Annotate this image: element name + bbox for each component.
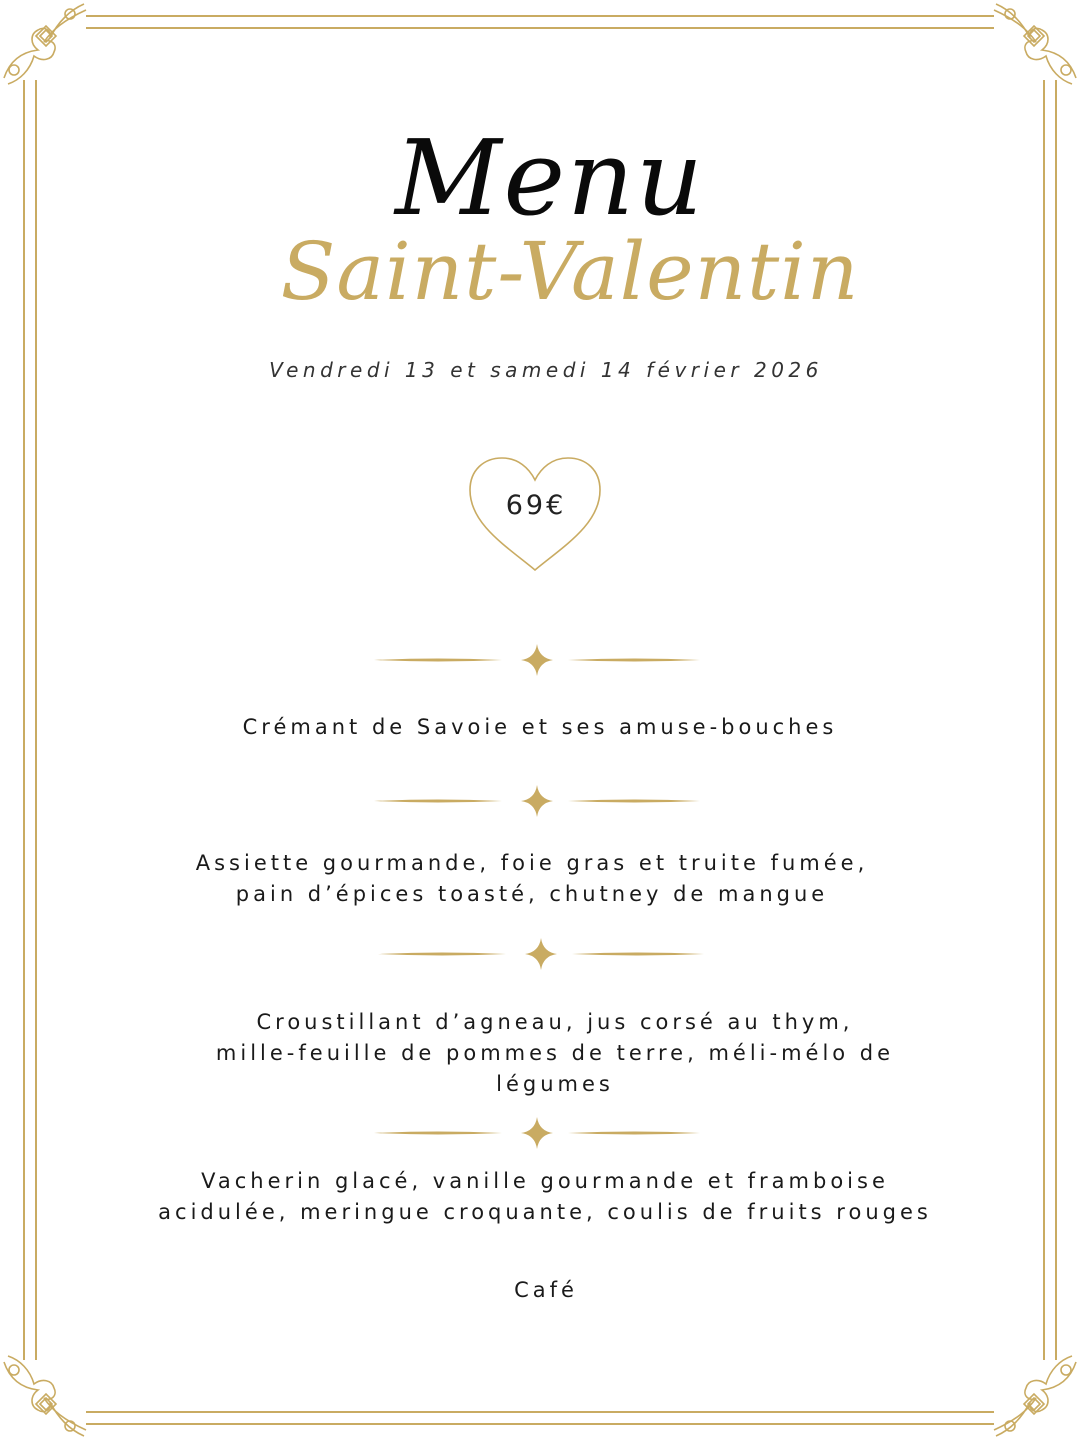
course-line: Crémant de Savoie et ses amuse-bouches bbox=[242, 715, 838, 739]
event-dates: Vendredi 13 et samedi 14 février 2026 bbox=[269, 358, 823, 382]
course-line: mille-feuille de pommes de terre, méli-mélo de bbox=[215, 1041, 895, 1065]
course-coffee bbox=[0, 1275, 1080, 1306]
course-starter bbox=[0, 848, 1080, 910]
four-point-star-icon bbox=[372, 934, 712, 974]
course-line: Vacherin glacé, vanille gourmande et framboise bbox=[201, 1169, 889, 1193]
course-aperitif bbox=[0, 712, 1080, 743]
course-dessert bbox=[0, 1166, 1080, 1228]
course-main bbox=[0, 1007, 1080, 1100]
four-point-star-icon bbox=[368, 781, 708, 821]
menu-price: 69€ bbox=[505, 490, 567, 521]
course-line: légumes bbox=[496, 1072, 614, 1096]
menu-title: Menu bbox=[395, 117, 705, 239]
four-point-star-icon bbox=[368, 640, 708, 680]
course-line: Café bbox=[514, 1278, 578, 1302]
ornamental-corner-icon bbox=[0, 1350, 90, 1440]
course-line: Assiette gourmande, foie gras et truite fumée, bbox=[195, 851, 869, 875]
course-line: acidulée, meringue croquante, coulis de fruits rouges bbox=[158, 1200, 932, 1224]
course-line: Croustillant d’agneau, jus corsé au thym, bbox=[256, 1010, 854, 1034]
ornamental-corner-icon bbox=[990, 1350, 1080, 1440]
four-point-star-icon bbox=[368, 1113, 708, 1153]
ornamental-corner-icon bbox=[990, 0, 1080, 90]
ornamental-corner-icon bbox=[0, 0, 90, 90]
event-title: Saint-Valentin bbox=[280, 225, 860, 318]
course-line: pain d’épices toasté, chutney de mangue bbox=[235, 882, 829, 906]
